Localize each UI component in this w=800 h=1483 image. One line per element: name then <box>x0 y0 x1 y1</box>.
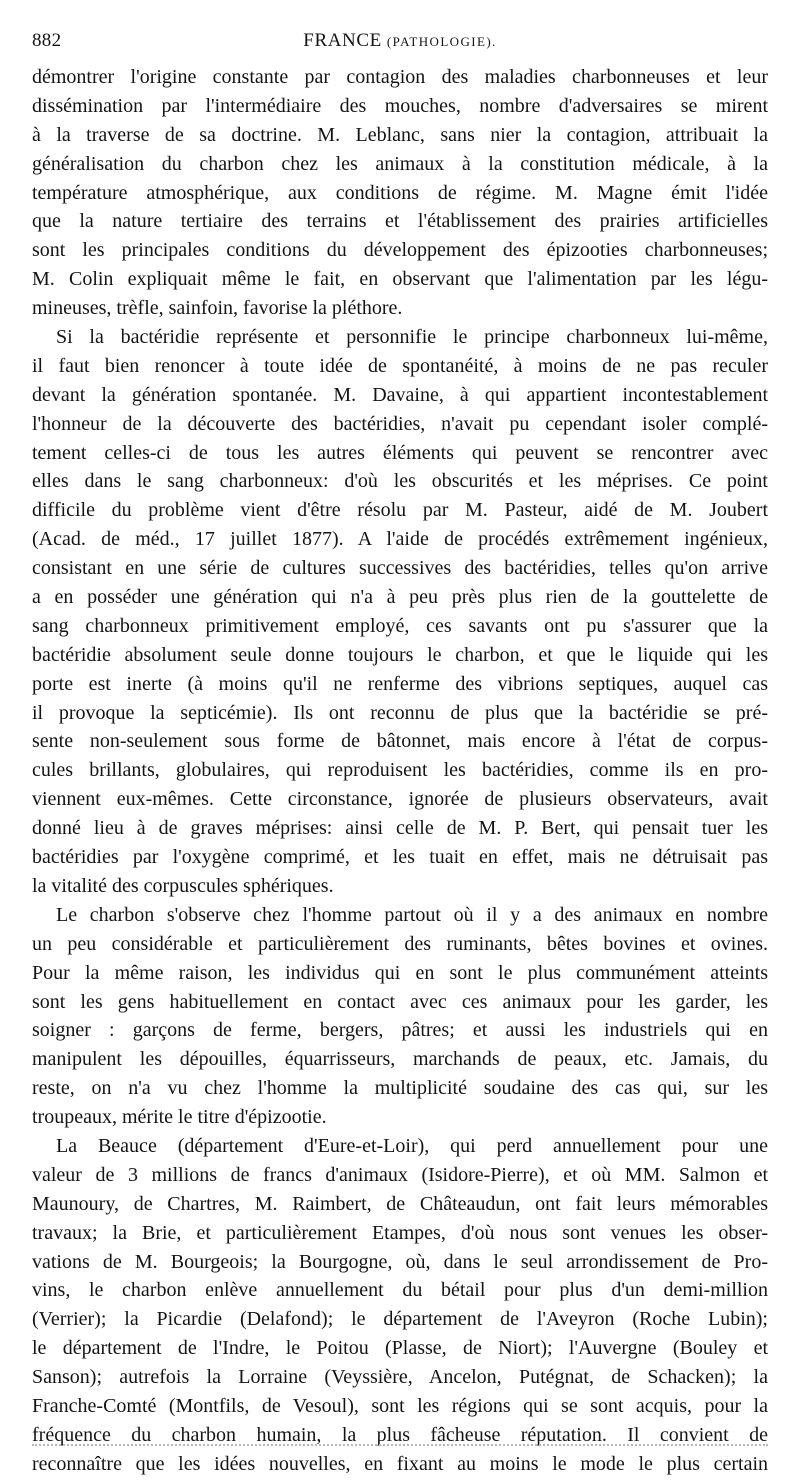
text-line: fréquence du charbon humain, la plus fâcheuse réputation. Il convient de <box>32 1423 768 1446</box>
text-line: la vitalité des corpuscules sphériques. <box>32 874 334 897</box>
text-line: bactéridie absolument seule donne toujours le charbon, et que le liquide qui les <box>32 643 768 666</box>
body-text <box>32 63 768 1479</box>
text-line: a en posséder une génération qui n'a à peu près plus rien de la gouttelette de <box>32 586 768 609</box>
text-line: Maunoury, de Chartres, M. Raimbert, de Châteaudun, ont fait leurs mémorables <box>32 1192 768 1215</box>
text-line: un peu considérable et particulièrement des ruminants, bêtes bovines et ovines. <box>32 932 768 955</box>
text-line: Le charbon s'observe chez l'homme partout où il y a des animaux en nombre <box>56 903 768 926</box>
text-line: troupeaux, mérite le titre d'épizootie. <box>32 1106 327 1129</box>
running-title-main: FRANCE <box>303 30 382 51</box>
running-title <box>32 30 768 52</box>
text-line: mineuses, trèfle, sainfoin, favorise la pléthore. <box>32 297 403 320</box>
text-line: sont les gens habituellement en contact avec ces animaux pour les garder, les <box>32 990 768 1013</box>
text-line: valeur de 3 millions de francs d'animaux (Isidore-Pierre), et où MM. Salmon et <box>32 1163 768 1186</box>
text-line: reconnaître que les idées nouvelles, en fixant au moins le mode le plus certain <box>32 1452 768 1475</box>
page <box>32 30 768 1479</box>
text-line: M. Colin expliquait même le fait, en observant que l'alimentation par les légu- <box>32 268 768 291</box>
text-line: sang charbonneux primitivement employé, ces savants ont pu s'assurer que la <box>32 614 768 637</box>
text-line: consistant en une série de cultures successives des bactéridies, telles qu'on arrive <box>32 557 768 580</box>
text-line: cules brillants, globulaires, qui reproduisent les bactéridies, comme ils en pro- <box>32 759 768 782</box>
text-line: bactéridies par l'oxygène comprimé, et les tuait en effet, mais ne détruisait pas <box>32 846 768 869</box>
text-line: travaux; la Brie, et particulièrement Etampes, d'où nous sont venues les obser- <box>32 1221 768 1244</box>
text-line: dissémination par l'intermédiaire des mouches, nombre d'adversaires se mirent <box>32 94 768 117</box>
running-header <box>32 30 768 60</box>
text-line: soigner : garçons de ferme, bergers, pâtres; et aussi les industriels qui en <box>32 1019 768 1042</box>
text-line: démontrer l'origine constante par contagion des maladies charbonneuses et leur <box>32 66 768 88</box>
text-line: difficile du problème vient d'être résolu par M. Pasteur, aidé de M. Joubert <box>32 499 768 522</box>
text-line: reste, on n'a vu chez l'homme la multiplicité soudaine des cas qui, sur les <box>32 1077 768 1100</box>
text-line: à la traverse de sa doctrine. M. Leblanc, sans nier la contagion, attribuait la <box>32 123 768 146</box>
text-line: tement celles-ci de tous les autres éléments qui peuvent se rencontrer avec <box>32 441 768 464</box>
text-line: sente non-seulement sous forme de bâtonnet, mais encore à l'état de corpus- <box>32 730 768 753</box>
text-line: donné lieu à de graves méprises: ainsi celle de M. P. Bert, qui pensait tuer les <box>32 817 768 840</box>
text-line: le département de l'Indre, le Poitou (Plasse, de Niort); l'Auvergne (Bouley et <box>32 1337 768 1360</box>
text-line: il faut bien renoncer à toute idée de spontanéité, à moins de ne pas reculer <box>32 354 768 377</box>
text-line: Franche-Comté (Montfils, de Vesoul), sont les régions qui se sont acquis, pour la <box>32 1394 768 1417</box>
text-line: généralisation du charbon chez les animaux à la constitution médicale, à la <box>32 152 768 175</box>
text-line: Sanson); autrefois la Lorraine (Veyssière, Ancelon, Putégnat, de Schacken); la <box>32 1366 768 1389</box>
text-line: elles dans le sang charbonneux: d'où les obscurités et les méprises. Ce point <box>32 470 768 493</box>
text-line: l'honneur de la découverte des bactéridies, n'avait pu cependant isoler complé- <box>32 412 768 435</box>
text-line: il provoque la septicémie). Ils ont reconnu de plus que la bactéridie se pré- <box>32 701 768 724</box>
text-line: porte est inerte (à moins qu'il ne renferme des vibrions septiques, auquel cas <box>32 672 768 695</box>
text-line: température atmosphérique, aux conditions de régime. M. Magne émit l'idée <box>32 181 768 204</box>
text-line: Si la bactéridie représente et personnifie le principe charbonneux lui-même, <box>56 326 768 349</box>
text-line: (Acad. de méd., 17 juillet 1877). A l'aide de procédés extrêmement ingénieux, <box>32 528 768 551</box>
text-line: manipulent les dépouilles, équarrisseurs, marchands de peaux, etc. Jamais, du <box>32 1048 768 1071</box>
text-line: vins, le charbon enlève annuellement du bétail pour plus d'un demi-million <box>32 1279 768 1302</box>
text-line: La Beauce (département d'Eure-et-Loir), qui perd annuellement pour une <box>56 1134 768 1157</box>
running-title-sub: (PATHOLOGIE). <box>386 34 497 49</box>
page-number: 882 <box>32 30 62 51</box>
text-line: que la nature tertiaire des terrains et l'établissement des prairies artificielles <box>32 210 768 233</box>
text-line: viennent eux-mêmes. Cette circonstance, ignorée de plusieurs observateurs, avait <box>32 788 768 811</box>
text-line: vations de M. Bourgeois; la Bourgogne, où, dans le seul arrondissement de Pro- <box>32 1250 768 1273</box>
text-line: devant la génération spontanée. M. Davaine, à qui appartient incontestablement <box>32 383 768 406</box>
text-line: (Verrier); la Picardie (Delafond); le département de l'Aveyron (Roche Lubin); <box>32 1308 768 1331</box>
text-line: Pour la même raison, les individus qui en sont le plus communément atteints <box>32 961 768 984</box>
text-line: sont les principales conditions du développement des épizooties charbonneuses; <box>32 239 768 262</box>
footer-divider <box>32 1444 768 1446</box>
